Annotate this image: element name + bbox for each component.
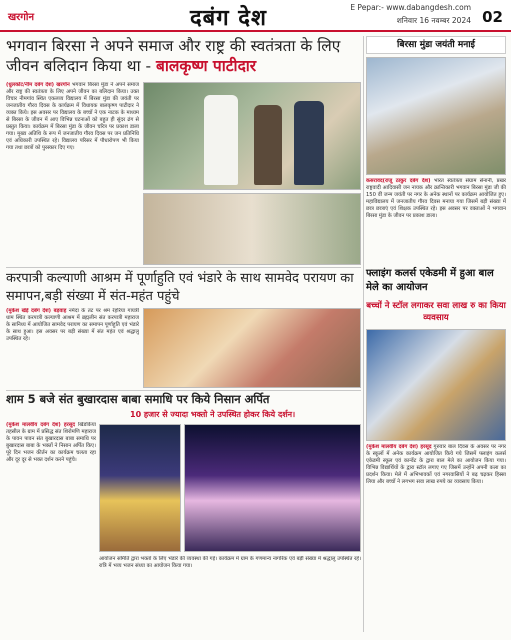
epaper-url[interactable]: E Pepar:- www.dabangdesh.com (350, 3, 471, 12)
sidebar1-dateline: कसरावद(राजू ठाकुर दबंग देश) (366, 178, 431, 184)
story3-body (6, 422, 96, 630)
sidebar2-subhead: बच्चों ने स्टॉल लगाकर सवा लाख रु का किया व्यवसाय (366, 301, 506, 323)
person-figure (254, 105, 282, 185)
story2-body-text: नर्मदा के तट पर श्रम रेहरिया गायत्री धाम स्थित करपात्री कल्याणी आश्रम में ब्रह्मलीन संत करपात्री महाराज के सानिध्य में आयोजित सामवेद परायण का समापन पूर्णाहुति एवं भंडारे के साथ हुआ। इस अवसर पर बड़ी संख्या में संत महंत एवं श्रद्धालु उपस्थित रहे। (6, 308, 139, 342)
story3-photo-shrine (99, 424, 181, 552)
story3-dateline: (मुकेश मालवीय दबंग देश) हरसूद (6, 422, 75, 428)
story3-photo-night (184, 424, 361, 552)
story3-headline: शाम 5 बजे संत बुखारदास बाबा समाधि पर किये निसान अर्पित (6, 392, 270, 406)
sidebar2-photo (366, 329, 506, 441)
story3-body-continued: आयोजन समिति द्वारा भक्तों के लिए भंडारे की व्यवस्था की गई। कार्यक्रम में ग्राम के गणमान्य नागरिक एवं बड़ी संख्या में श्रद्धालु उपस्थित रहे। रात्रि में भव्य भजन संध्या का आयोजन किया गया। (99, 556, 361, 569)
section-rule (6, 267, 361, 268)
story1-body (6, 82, 139, 252)
masthead (0, 0, 511, 32)
column-rule (363, 36, 364, 632)
story1-photo-students (143, 193, 361, 265)
newspaper-brand: दबंग देश (190, 5, 267, 31)
person-figure (294, 101, 324, 185)
story1-byline: बालकृष्ण पाटीदार (156, 57, 257, 75)
story1-dateline: (धुलकोट/नीम दबंग देश) खरगोन (6, 82, 70, 88)
story1-headline (6, 36, 361, 76)
story3-body-text: खिडकिया तहसील के ग्राम में प्रसिद्ध संत शिरोमणि महाराज के पावन पावन संत बुखारदास बाबा समाधि पर बुखारदास बाबा के भक्तों ने निसान अर्पित किए। पूरे दिन भजन कीर्तन का कार्यक्रम चलता रहा और दूर दूर से भक्त दर्शन करने पहुंचे। (6, 422, 96, 463)
story1-body-text: भगवान बिरसा मुंडा ने अपने समाज और राष्ट्र की स्वतंत्रता के लिए अपने जीवन का बलिदान किया। उक्त विचार नीमगांव स्थित एकलव्य विद्यालय में बिरसा मुंडा की जयंती पर जनजातीय गौरव दिवस के कार्यक्रम में विधायक बालकृष्ण पाटीदार ने व्यक्त किये। इस अवसर पर विद्यालय के बच्चों ने एक नाटक के माध्यम से बिरसा के जीवन में आए विभिन्न घटनाओं को बहुत ही सुंदर ढंग से प्रस्तुत किया। कार्यक्रम में बिरसा मुंडा के जीवन चरित्र पर प्रकाश डाला गया। मुख्य अतिथि के रूप में जनजातीय गौरव दिवस पर जन प्रतिनिधि एवं अधिकारी उपस्थित रहे। विद्यालय परिसर में पौधारोपण भी किया गया तथा छात्रों को पुरस्कार दिए गए। (6, 82, 139, 151)
story2-headline: करपात्री कल्याणी आश्रम में पूर्णाहुति एवं भंडारे के साथ सामवेद परायण का समापन,बड़ी संख्या में संत-महंत पहुंचे (6, 271, 354, 304)
story2-photo (143, 308, 361, 388)
sidebar2-body (366, 444, 506, 632)
story2-dateline: (मुकेश खेड़े दबंग देश) बड़वाह (6, 308, 67, 314)
page-number: 02 (482, 8, 503, 26)
issue-date: शनिवार 16 नवम्बर 2024 (396, 16, 471, 25)
story1-photo (143, 82, 361, 190)
section-rule (6, 390, 361, 391)
sidebar2-headline: फ्लाइंग कलर्स एकेडमी में हुआ बाल मेले का आयोजन (366, 268, 494, 293)
person-figure (204, 95, 238, 185)
sidebar1-headline: बिरसा मुंडा जयंती मनाई (366, 36, 506, 54)
story2-body (6, 308, 139, 374)
sidebar2-body-text: गुरुवार बाल दिवस के अवसर पर नगर के स्कूलों में अनेक कार्यक्रम आयोजित किये गये जिसमें फ्लाइंग कलर्स एकेडमी स्कूल एवं कान्वेंट के द्वारा बाल मेले का आयोजन किया गया। विभिन्न विद्यार्थियों के द्वारा स्टॉल लगाए गए जिसमें उन्होंने अपनी कला का प्रदर्शन किया। मेले में अभिभावकों एवं नगरवासियों ने बढ़ चढ़कर हिस्सा लिया और बच्चों ने लगभग सवा लाख रुपये का व्यवसाय किया। (366, 444, 506, 485)
sidebar1-photo (366, 57, 506, 175)
story3-subhead: 10 हजार से ज्यादा भक्तो ने उपस्थित होकर किये दर्शन। (130, 410, 296, 419)
sidebar1-body-text: भारत स्वतंत्रता संग्राम सेनानी, प्रखर राष्ट्रवादी आदिवासी जन नायक और क्रान्तिकारी भगवान बिरसा मुंडा जी की 150 वीं जन्म जयंती पर नगर के अनेक स्थानों पर कार्यक्रम आयोजित हुए। महाविद्यालय में जनजातीय गौरव दिवस मनाया गया जिसमें बड़ी संख्या में छात्र छात्राएं एवं शिक्षक उपस्थित रहे। इस अवसर पर वक्ताओं ने भगवान बिरसा मुंडा के जीवन पर प्रकाश डाला। (366, 178, 506, 219)
story1-headline-text: भगवान बिरसा ने अपने समाज और राष्ट्र की स्वतंत्रता के लिए जीवन बलिदान किया था - (6, 37, 341, 75)
sidebar2-dateline: (मुकेश मालवीय दबंग देश) हरसूद (366, 444, 432, 450)
section-tag: खरगोन (8, 12, 35, 23)
sidebar1-body (366, 178, 506, 265)
